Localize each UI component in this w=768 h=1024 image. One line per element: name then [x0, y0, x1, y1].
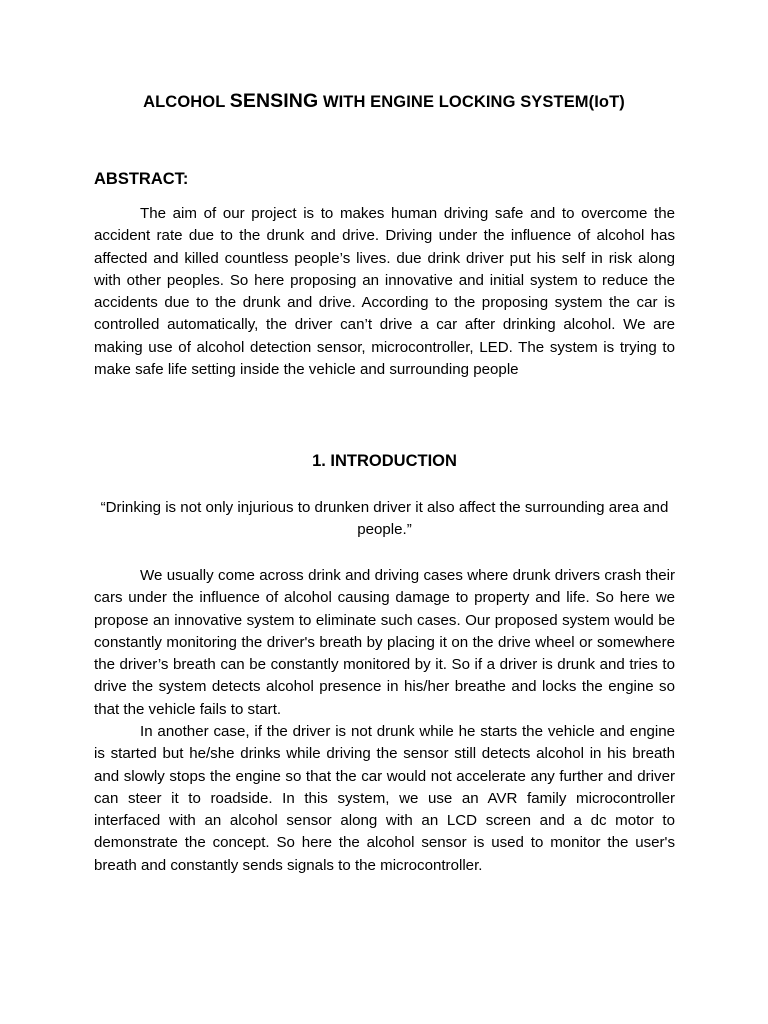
introduction-paragraph-2: In another case, if the driver is not drunk while he starts the vehicle and engine is started but he/she drinks while driving the sensor still detects alcohol in his breath and slowly stops the engine so that the car would not accelerate any further and driver can steer it to roadside. In this system, we use an AVR family microcontroller interfaced with an alcohol sensor along with an LCD screen and a dc motor to demonstrate the concept. So here the alcohol sensor is used to monitor the user's breath and constantly sends signals to the microcontroller.: [94, 723, 675, 874]
document-title: [60, 90, 708, 113]
introduction-heading: 1. INTRODUCTION: [312, 452, 457, 470]
abstract-paragraph: The aim of our project is to makes human driving safe and to overcome the accident rate due to the drunk and drive. Driving under the influence of alcohol has affected and killed countless people’s lives. due drink driver put his self in risk along with other peoples. So here proposing an innovative and initial system to reduce the accidents due to the drunk and drive. According to the proposing system the car is controlled automatically, the driver can’t drive a car after drinking alcohol. We are making use of alcohol detection sensor, microcontroller, LED. The system is trying to make safe life setting inside the vehicle and surrounding people: [94, 205, 675, 379]
title-part-1: ALCOHOL: [143, 93, 230, 111]
introduction-quote: “Drinking is not only injurious to drunken driver it also affect the surrounding area and people.”: [100, 499, 669, 539]
introduction-paragraph-1: We usually come across drink and driving cases where drunk drivers crash their cars under the influence of alcohol causing damage to property and life. So here we propose an innovative system to eliminate such cases. Our proposed system would be constantly monitoring the driver's breath by placing it on the drive wheel or somewhere the driver’s breath can be constantly monitored by it. So if a driver is drunk and tries to drive the system detects alcohol presence in his/her breathe and locks the engine so that the vehicle fails to start.: [94, 567, 675, 718]
abstract-heading: ABSTRACT:: [94, 170, 189, 188]
title-emphasis: SENSING: [229, 90, 319, 112]
title-part-2: WITH ENGINE LOCKING SYSTEM(IoT): [318, 93, 625, 111]
